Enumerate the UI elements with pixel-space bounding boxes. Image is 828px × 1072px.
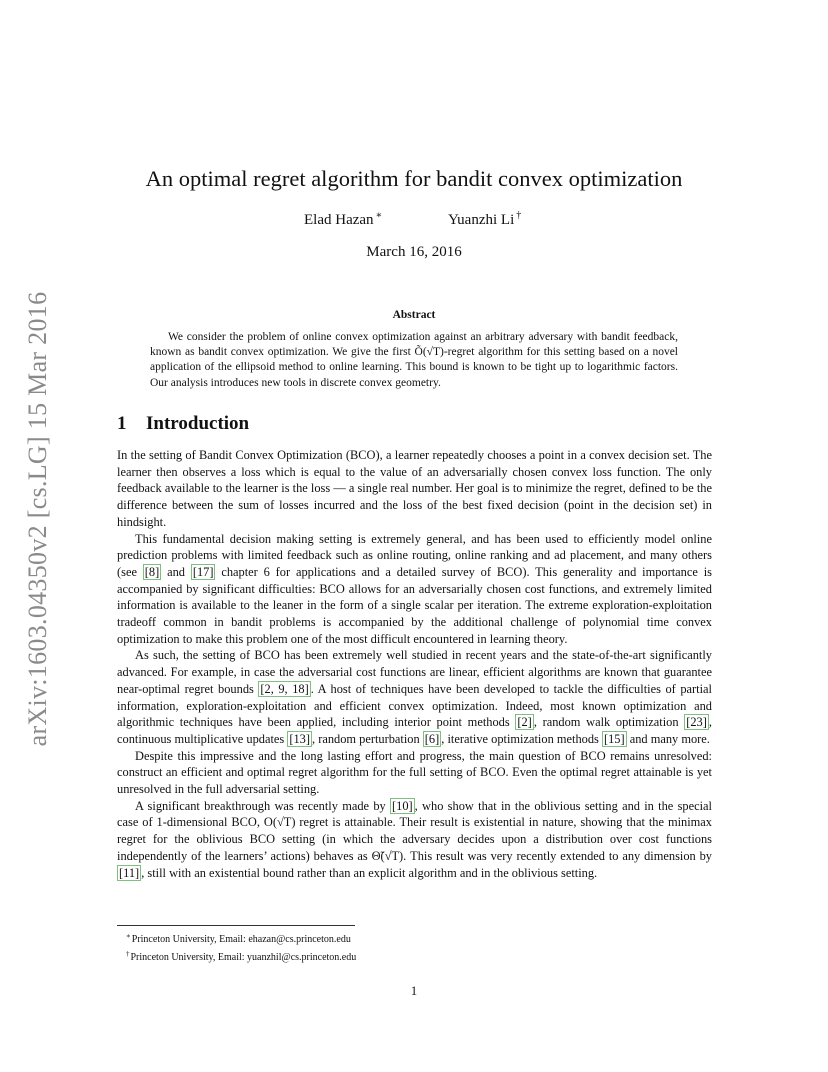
citation-link[interactable]: [15] [603, 731, 625, 746]
author-2-footnote-mark: † [516, 210, 522, 221]
arxiv-identifier [18, 284, 58, 754]
footnote-2 [126, 947, 356, 965]
citation-link[interactable]: [6] [424, 731, 440, 746]
citation-link[interactable]: [2, 9, 18] [260, 681, 309, 696]
abstract [150, 330, 678, 391]
paragraph-4 [117, 748, 712, 798]
text-run: , random perturbation [312, 731, 423, 746]
abstract-text: We consider the problem of online convex optimization against an arbitrary adversary with bandit feedback, known as bandit convex optimization. We give the first Õ(√T)-regret algorithm for this setting based on a novel application of the ellipsoid method to online learning. This bound is known to be tight up to logarithmic factors. Our analysis introduces new tools in discrete convex geometry. [150, 331, 678, 389]
footnote-1-text: Princeton University, Email: ehazan@cs.princeton.edu [131, 934, 351, 945]
abstract-heading: Abstract [392, 309, 436, 321]
text-run: In the setting of Bandit Convex Optimization (BCO), a learner repeatedly chooses a point in a convex decision set. The learner then observes a loss which is equal to the value of an adversarially chosen convex loss function. The only feedback available to the learner is the loss — a single real number. Her goal is to minimize the regret, defined to be the difference between the sum of losses incurred and the loss of the best fixed decision (point in the decision set) in hindsight. [117, 448, 712, 529]
text-run: , still with an existential bound rather than an explicit algorithm and in the oblivious setting. [141, 865, 598, 880]
author-1-footnote-mark: ∗ [375, 210, 383, 221]
author-1-name: Elad Hazan [304, 212, 374, 228]
citation-link[interactable]: [11] [119, 865, 140, 880]
author-2-name: Yuanzhi Li [448, 212, 515, 228]
arxiv-identifier-text: arXiv:1603.04350v2 [cs.LG] 15 Mar 2016 [23, 291, 52, 747]
citation-link[interactable]: [23] [686, 715, 707, 730]
footnote-1-mark: ∗ [126, 932, 131, 940]
paragraph-2 [117, 531, 712, 648]
citation-link[interactable]: [13] [289, 731, 310, 746]
text-run: . A host of techniques have been developed to tackle the difficulties of partial information, exploration-exploitation and efficient convex optimization. Indeed, most known optimization and algorithmic techniques have been applied, including interior point methods [117, 681, 712, 730]
footnotes [126, 929, 356, 965]
paper-title: An optimal regret algorithm for bandit convex optimization [145, 166, 683, 191]
text-run: , continuous multiplicative updates [117, 715, 712, 746]
text-run: , random walk optimization [533, 715, 685, 730]
text-run: chapter 6 for applications and a detailed survey of BCO). This generality and importance is accompanied by significant difficulties: BCO allows for an adversarially chosen cost functions, and extremely limited information is available to the leaner in the form of a single scalar per iteration. The extreme exploration-exploitation tradeoff common in bandit problems is accompanied by the additional challenge of polynomial time convex optimization to make this problem one of the most difficult encountered in learning theory. [117, 564, 712, 646]
footnote-divider [117, 925, 355, 926]
author-1 [304, 210, 382, 229]
citation-link[interactable]: [2] [517, 715, 532, 730]
text-run: This fundamental decision making setting is extremely general, and has been used to efficiently model online prediction problems with limited feedback such as online routing, online ranking and ad placement, and many others (see [117, 531, 712, 579]
paragraph-3 [117, 647, 712, 747]
paragraph-1 [117, 447, 712, 531]
text-run: Despite this impressive and the long lasting effort and progress, the main question of BCO remains unresolved: construct an efficient and optimal regret algorithm for the full setting of BCO. Even the optimal regret attainable is yet unresolved in the full adversarial setting. [117, 748, 712, 797]
section-number: 1 [117, 413, 127, 434]
text-run: and [161, 564, 191, 579]
footnote-1 [126, 929, 356, 947]
author-2 [448, 210, 521, 229]
section-title: Introduction [146, 413, 250, 434]
section-body [117, 447, 712, 881]
citation-link[interactable]: [10] [392, 798, 413, 813]
citation-link[interactable]: [8] [144, 564, 160, 579]
page-number: 1 [410, 984, 418, 998]
text-run: and many more. [626, 731, 710, 746]
text-run: A significant breakthrough was recently made by [135, 798, 391, 813]
text-run: As such, the setting of BCO has been extremely well studied in recent years and the state-of-the-art significantly advanced. For example, in case the adversarial cost functions are linear, efficient algorithms are known that guarantee near-optimal regret bounds [117, 648, 712, 696]
paragraph-5 [117, 798, 712, 882]
citation-link[interactable]: [17] [192, 564, 214, 579]
footnote-2-text: Princeton University, Email: yuanzhil@cs.princeton.edu [130, 952, 357, 963]
footnote-2-mark: † [126, 950, 130, 958]
text-run: , iterative optimization methods [441, 731, 602, 746]
text-run: , who show that in the oblivious setting and in the special case of 1-dimensional BCO, O(√T) regret is attainable. Their result is existential in nature, showing that the minimax regret for the oblivious BCO setting (in which the adversary decides upon a distribution over cost functions independently of the learners’ actions) behaves as Θ̃(√T). This result was very recently extended to any dimension by [117, 798, 712, 863]
paper-date: March 16, 2016 [366, 244, 462, 260]
section-heading [117, 413, 249, 435]
